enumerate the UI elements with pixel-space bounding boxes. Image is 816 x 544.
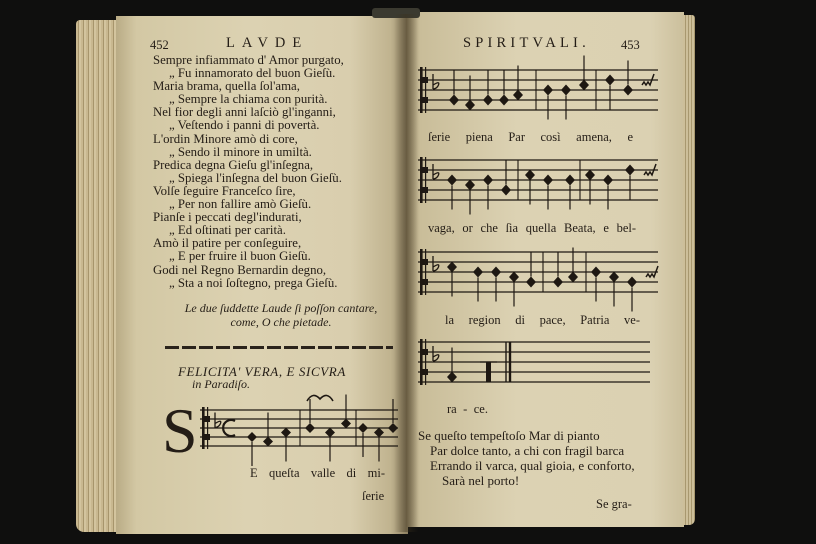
clef-mark	[420, 259, 428, 265]
note-head	[247, 432, 257, 442]
clef-bar	[420, 249, 423, 295]
note-head	[473, 267, 483, 278]
note-head	[501, 185, 511, 196]
note-head	[609, 272, 619, 283]
note-head	[465, 100, 475, 111]
music-staff-4	[418, 332, 663, 394]
note-head	[358, 423, 368, 433]
running-head-left: LAVDE	[226, 35, 309, 51]
note-head	[568, 272, 578, 283]
note-head	[543, 85, 553, 96]
catchword-left: ſerie	[362, 489, 385, 503]
catchword-right: Se gra-	[596, 497, 632, 511]
page-number-left: 452	[150, 38, 169, 52]
flat-sign	[433, 74, 439, 89]
running-head-right: SPIRITVALI.	[463, 35, 590, 51]
note-head	[585, 170, 595, 181]
note-head	[513, 90, 523, 101]
note-head	[565, 175, 575, 186]
flat-sign	[433, 256, 439, 271]
note-head	[623, 85, 633, 96]
clef-bar	[425, 67, 426, 113]
note-head	[543, 175, 553, 186]
clef-bar	[425, 249, 426, 295]
music-staff-left	[200, 398, 400, 468]
clef-mark	[420, 97, 428, 103]
clef-mark	[420, 349, 428, 355]
verse-line: Par dolce tanto, a chi con fragil barca	[430, 443, 625, 458]
song-subtitle: in Paradiſo.	[192, 377, 251, 391]
note-head	[374, 428, 384, 438]
clef-bar	[425, 157, 426, 203]
lyrics-line: vaga, or che ſia quella Beata, e bel-	[428, 221, 636, 235]
clef-mark	[420, 369, 428, 375]
song-title: FELICITA' VERA, E SICVRA	[178, 364, 346, 379]
right-page-edges	[683, 15, 695, 525]
verse-line: „ Spiega l'inſegna del buon Gieſù.	[169, 170, 342, 185]
note-head	[263, 437, 273, 447]
verse-line: Predica degna Gieſu gl'inſegna,	[153, 157, 314, 172]
clef-mark	[202, 434, 210, 440]
verse-line: „ Ed oſtinati per carità.	[169, 223, 286, 238]
verse-line: „ Fu innamorato del buon Gieſù.	[169, 66, 336, 81]
clef-bar	[202, 407, 205, 449]
note-head	[449, 95, 459, 106]
verse-line: Volſe ſeguire Franceſco ſire,	[153, 183, 296, 198]
verse-line: „ Veſtendo i panni di povertà.	[169, 118, 320, 133]
clef-bar	[420, 339, 423, 385]
verse-line: „ Per non fallire amò Gieſù.	[169, 197, 312, 212]
clef-bar	[420, 67, 423, 113]
verse-line: Sempre infiammato d' Amor purgato,	[153, 53, 344, 67]
music-staff-2	[418, 150, 663, 212]
note-head	[325, 428, 335, 438]
note-head	[447, 175, 457, 186]
verse-line: Sarà nel porto!	[442, 473, 520, 488]
flat-sign	[215, 413, 221, 428]
clef-mark	[420, 167, 428, 173]
note-head	[465, 180, 475, 191]
flat-sign	[433, 346, 439, 361]
note-head	[388, 423, 398, 433]
note-head	[447, 372, 457, 383]
note-head	[525, 170, 535, 181]
note-head	[561, 85, 571, 96]
note-head	[491, 267, 501, 278]
note-head	[526, 277, 536, 288]
lyrics-line: ra - ce.	[447, 402, 488, 416]
note-head	[603, 175, 613, 186]
verse-line: Se queſto tempeſtoſo Mar di pianto	[418, 428, 600, 443]
page-number-right: 453	[621, 38, 640, 52]
lyrics-line: la region di pace, Patria ve-	[445, 313, 640, 327]
note-head	[305, 423, 315, 433]
note-head	[591, 267, 601, 278]
note-head	[447, 262, 457, 273]
verse-line: Errando il varca, qual gioia, e conforto,	[430, 458, 635, 473]
clef-bar	[420, 157, 423, 203]
verse-line: „ Sempre la chiama con purità.	[169, 92, 328, 107]
verses-right	[418, 428, 635, 488]
verse-line: L'ordin Minore amò di core,	[153, 131, 298, 146]
clef-mark	[420, 77, 428, 83]
note-head	[579, 80, 589, 91]
rubric	[165, 302, 397, 329]
note-head	[627, 277, 637, 288]
rubric-line: Le due ſuddette Laude ſi poſſon cantare,	[184, 301, 378, 315]
ornamental-rule	[165, 346, 393, 349]
note-head	[499, 95, 509, 106]
note-head	[483, 95, 493, 106]
verse-line: „ Sta a noi ſoſtegno, prega Gieſù.	[169, 275, 338, 290]
note-head	[341, 419, 351, 429]
verse-line: „ Sendo il minore in umiltà.	[169, 144, 312, 159]
rest	[486, 362, 491, 382]
verses-left	[153, 54, 344, 290]
flat-sign	[433, 164, 439, 179]
clef-mark	[202, 416, 210, 422]
clef-bar	[425, 339, 426, 385]
verse-line: Godi nel Regno Bernardin degno,	[153, 262, 327, 277]
clef-bar	[207, 407, 208, 449]
note-head	[625, 165, 635, 176]
note-head	[553, 277, 563, 288]
verse-line: Nel fior degli anni laſciò gl'inganni,	[153, 105, 336, 120]
music-staff-3	[418, 242, 663, 304]
verse-line: Pianſe i peccati degl'indurati,	[153, 210, 302, 225]
clef-mark	[420, 187, 428, 193]
verse-line: „ E per fruire il buon Gieſù.	[169, 249, 311, 264]
clef-mark	[420, 279, 428, 285]
lyrics-line: ſerie piena Par così amena, e	[428, 130, 633, 144]
note-head	[281, 428, 291, 438]
note-head	[483, 175, 493, 186]
note-head	[509, 272, 519, 283]
lyrics-line: E queſta valle di mi-	[250, 466, 385, 480]
initial-capital: S	[162, 395, 198, 466]
rubric-line: come, O che pietade.	[230, 314, 332, 329]
music-staff-1	[418, 60, 663, 122]
verse-line: Amò il patire per conſeguire,	[153, 236, 302, 251]
note-head	[605, 75, 615, 86]
verse-line: Maria brama, quella ſol'ama,	[153, 79, 300, 94]
